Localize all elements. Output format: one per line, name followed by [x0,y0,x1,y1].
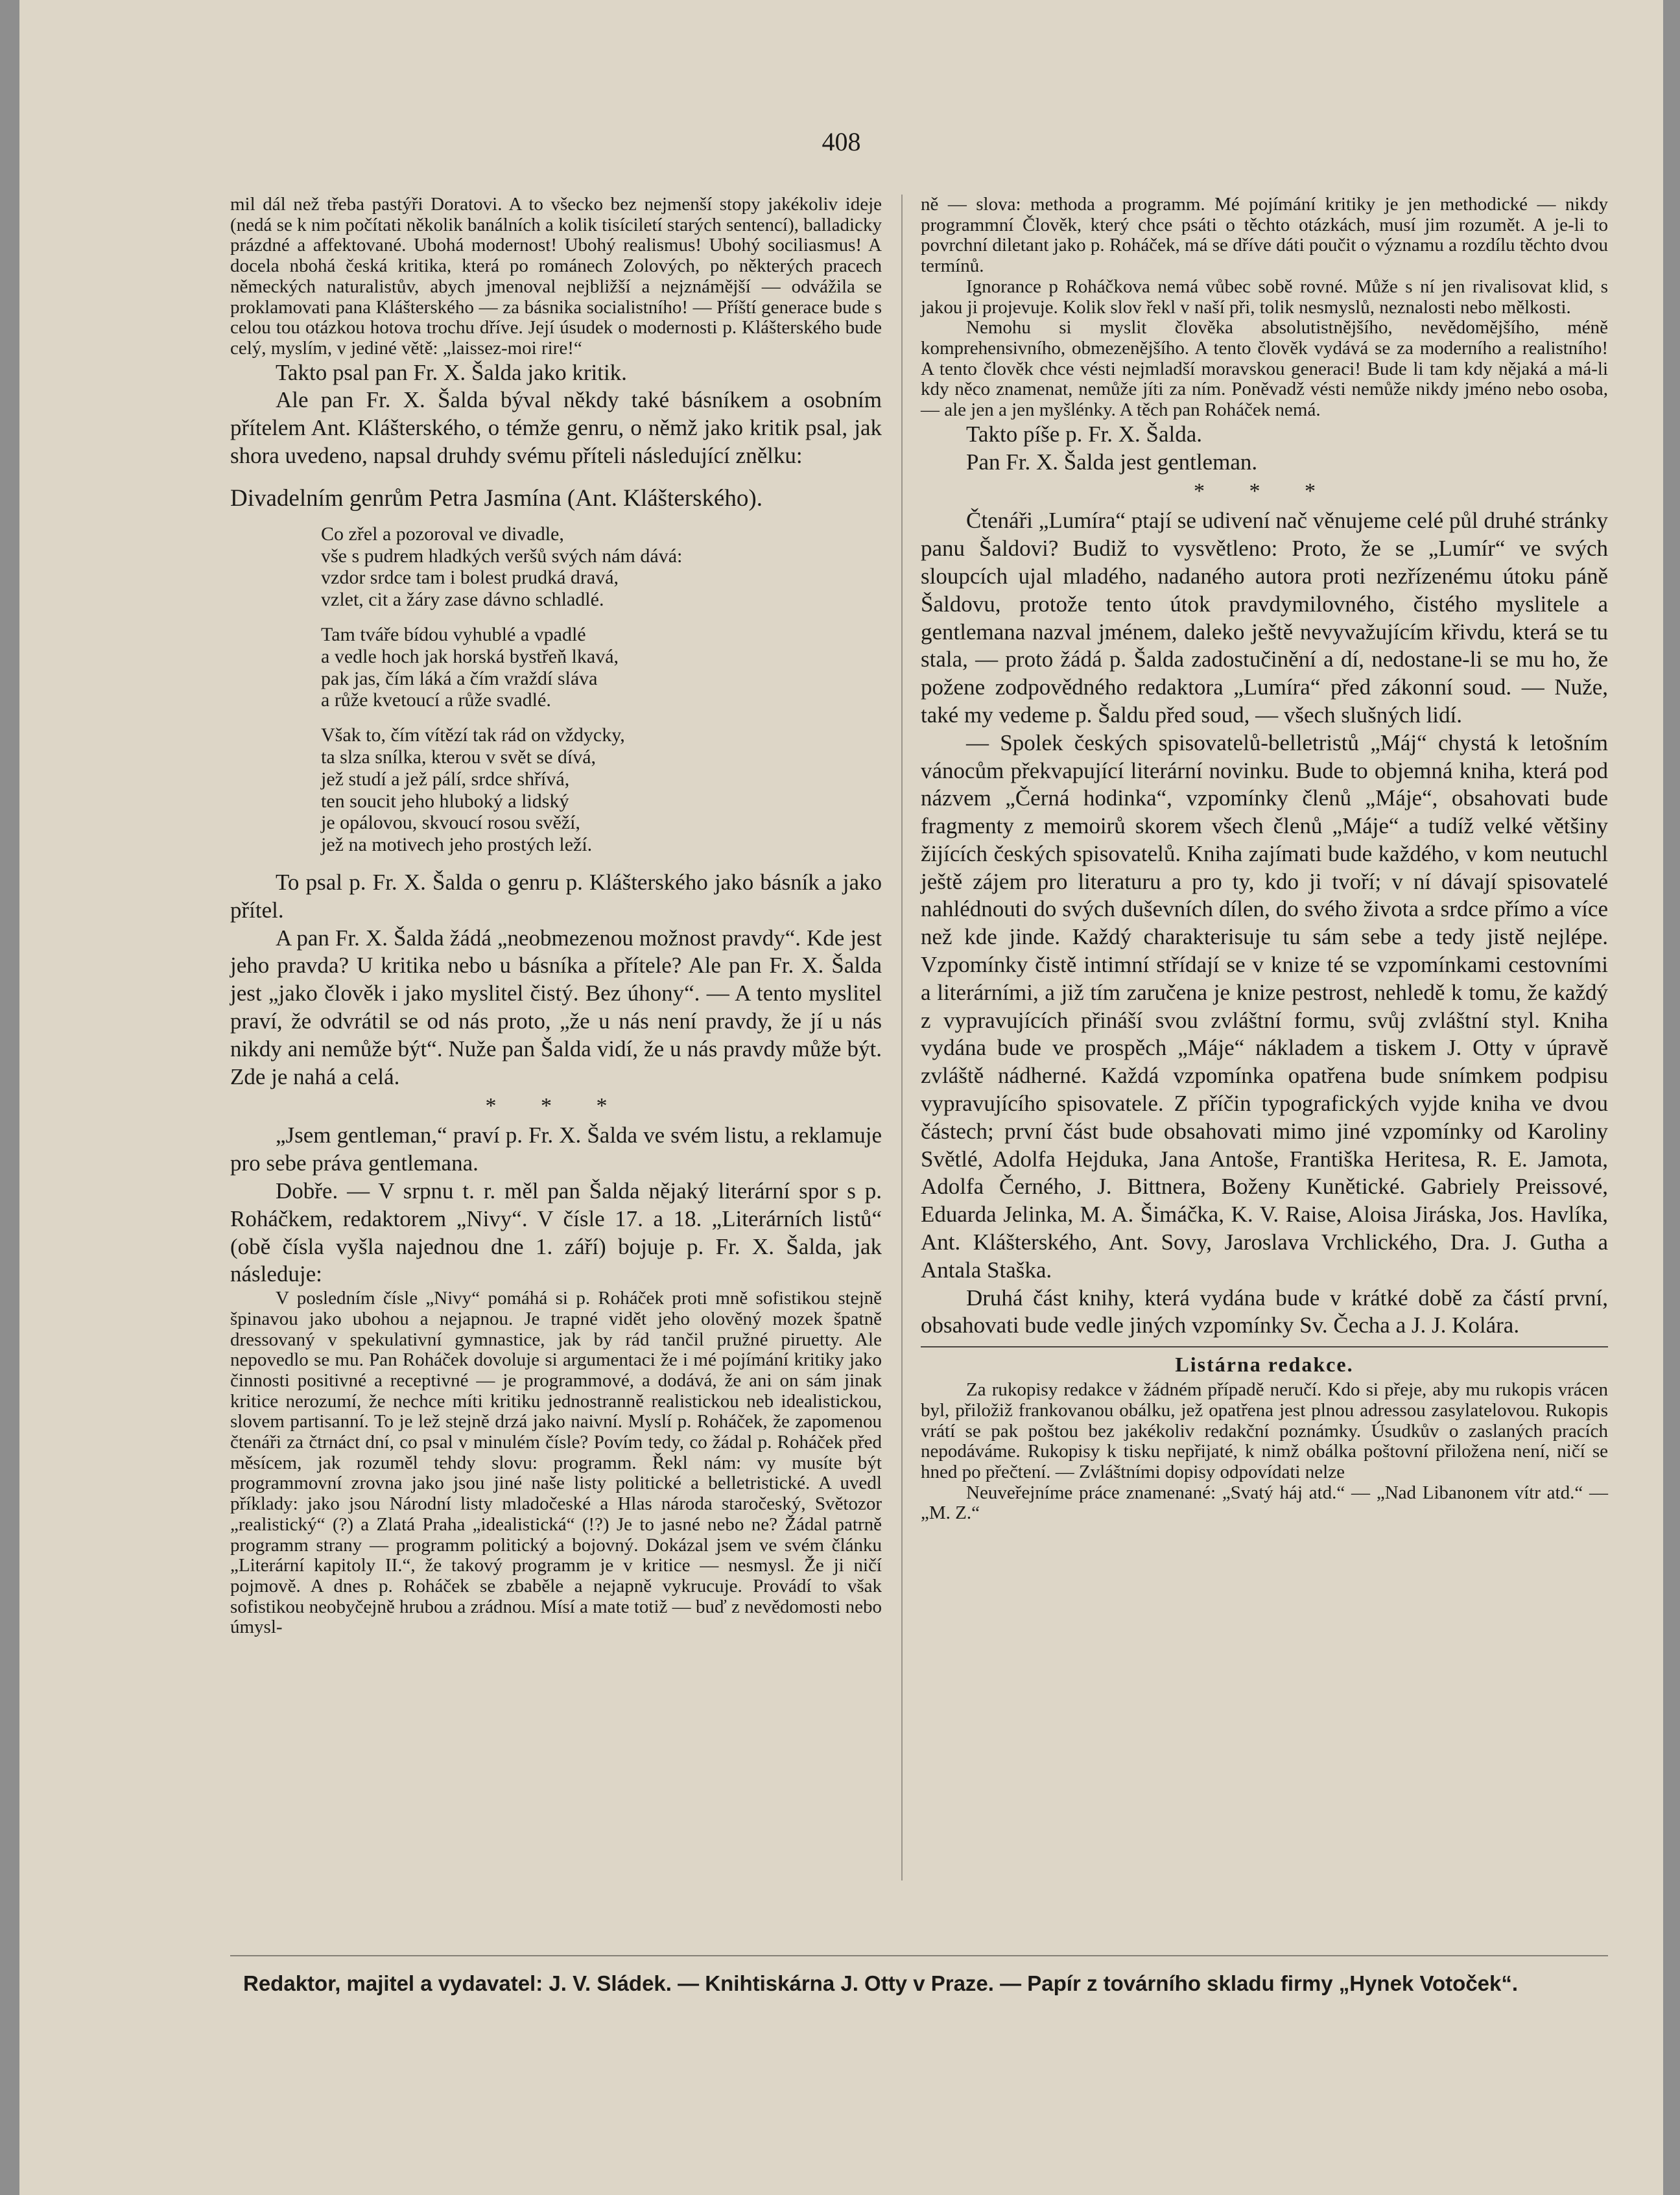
page [19,0,1663,2195]
paragraph: „Jsem gentleman,“ praví p. Fr. X. Šalda ve svém listu, a reklamuje pro sebe práva gentlemana. [230,1122,882,1176]
quoted-paragraph: ně — slova: methoda a programm. Mé pojímání kritiky je jen methodické — nikdy programmní Člověk, který chce psáti o těchto otázkách, musí jim rozumět. A je-li to povrchní diletant jako p. Roháček, má se dříve dáti poučit o významu a rozdílu těchto dvou termínů. [921,194,1608,277]
poem-line: je opálovou, skvoucí rosou svěží, [321,812,580,834]
poem-stanza-2 [321,624,882,711]
poem [321,523,882,856]
poem-heading: Divadelním genrům Petra Jasmína (Ant. Klášterského). [230,484,763,512]
poem-line: ten soucit jeho hluboký a lidský [321,790,569,812]
poem-stanza-1 [321,523,882,611]
poem-line: jež studí a jež pálí, srdce shřívá, [321,768,570,790]
quoted-paragraph: V posledním čísle „Nivy“ pomáhá si p. Roháček proti mně sofistikou stejně špinavou jako ubohou a nejapnou. Je trapné vidět jeho olověný mozek špatně dressovaný v spekulativní gymnastice, jak by rád tančil pružné piruetty. Ale nepovedlo se mu. Pan Roháček dovoluje si argumentaci že i mé pojímání kritiky jako činnosti positivné a receptivné — je programmové, a dodává, že ani on sám jinak kritice nerozumí, že nechce míti kritiku jednostranně realistickou neb idealistickou, slovem partisanní. To je lež stejně drzá jako naivní. Myslí p. Roháček, že zapomenou čtenáři za čtrnáct dní, co psal v minulém čísle? Povím tedy, co žádal p. Roháček před měsícem, jak rozuměl tehdy slovu: programm. Řekl nám: vy musíte být programmovní zrovna jako jsou jiné naše listy politické a belletristické. A uvedl příklady: jako jsou Národní listy mladočeské a Hlas národa staročeský, Světozor „realistický“ (?) a Zlatá Praha „idealistická“ (!?) Je to jasné nebo ne? Žádal patrně programm strany — programm politický a bojovný. Dokázal jsem ve svém článku „Literární kapitoly II.“, že takový programm je v kritice — nesmysl. Že ji ničí pojmově. A dnes p. Roháček se zbaběle a nejapně vykrucuje. Provádí to však sofistikou neobyčejně hrubou a zrádnou. Mísí a mate totiž — buď z nevědomosti nebo úmysl- [230,1288,882,1638]
poem-line: ta slza snílka, kterou v svět se dívá, [321,746,597,768]
poem-line: vzdor srdce tam i bolest prudká dravá, [321,567,619,589]
poem-line: jež na motivech jeho prostých leží. [321,834,593,856]
paragraph: Pan Fr. X. Šalda jest gentleman. [966,449,1258,475]
paragraph: Ale pan Fr. X. Šalda býval někdy také básníkem a osobním přítelem Ant. Klášterského, o témže genru, o němž jako kritik psal, jak shora uvedeno, napsal druhdy svému příteli následující znělku: [230,387,882,469]
notice-paragraph: Za rukopisy redakce v žádném případě neručí. Kdo si přeje, aby mu rukopis vrácen byl, přiložiž frankovanou obálku, jež opatřena jest plnou adressou zasylatelovou. Rukopis vrátí se pak poštou bez jakékoliv redakční poznámky. Úsudkův o zaslaných pracích nepodáváme. Rukopisy k tisku nepřijaté, k nimž obálka poštovní přiložena není, ničí se hned po přečtení. — Zvláštními dopisy odpovídati nelze [921,1379,1608,1483]
poem-line: pak jas, čím láká a čím vraždí sláva [321,667,598,689]
left-column [230,195,882,1638]
footer-rule [230,1955,1608,1956]
paragraph: mil dál než třeba pastýři Doratovi. A to všecko bez nejmenší stopy jakékoliv ideje (nedá se k nim počítati několik banálních a kolik tisíciletí starých sentencí), balladicky prázdné a affektované. Ubohá modernost! Ubohý realismus! Ubohý sociliasmus! A docela nbohá česká kritika, která po románech Zolových, po některých pracech německých naturalistův, abych jmenoval nejbližší a nejznámější — odvážila se proklamovati pana Klášterského — za básnika socialistního! — Příští generace bude s celou tou otázkou hotova trochu dříve. Její úsudek o modernosti p. Klášterského bude celý, myslím, v jediné větě: „laissez-moi rire!“ [230,194,882,359]
notice-paragraph: Neuveřejníme práce znamenané: „Svatý háj atd.“ — „Nad Libanonem vítr atd.“ — „M. Z.“ [921,1482,1608,1524]
poem-line: a vedle hoch jak horská bystřeň lkavá, [321,645,619,667]
section-separator: * * * [1194,479,1335,504]
section-heading: Listárna redakce. [921,1346,1608,1376]
right-column [921,195,1608,1524]
poem-stanza-3 [321,724,882,856]
page-number: 408 [822,127,861,156]
poem-line: vzlet, cit a žáry zase dávno schladlé. [321,589,604,611]
paragraph: Druhá část knihy, která vydána bude v krátké době za částí první, obsahovati bude vedle jiných vzpomínky Sv. Čecha a J. J. Kolára. [921,1285,1608,1338]
poem-line: Však to, čím vítězí tak rád on vždycky, [321,724,625,746]
quoted-paragraph: Nemohu si myslit člověka absolutistnějšího, nevědomějšího, méně komprehensivního, obmezenějšího. A tento člověk vydává se za moderního a realistního! A tento člověk chce vésti nejmladší moravskou generaci! Bude li tam kdy nějaká a má-li kdy něco znamenat, nemůže jíti za ním. Poněvadž vésti nemůže nikdy jméno nebo osoba, — ale jen a jen myšlénky. A těch pan Roháček nemá. [921,317,1608,421]
imprint-footer: Redaktor, majitel a vydavatel: J. V. Sládek. — Knihtiskárna J. Otty v Praze. — Papír z továrního skladu firmy „Hynek Votoček“. [243,1971,1519,1995]
column-divider [901,195,903,1881]
paragraph: — Spolek českých spisovatelů-belletristů „Máj“ chystá k letošním vánocům překvapující literární novinku. Bude to objemná kniha, která pod názvem „Černá hodinka“, vzpomínky členů „Máje“, obsahovati bude fragmenty z memoirů skorem všech členů „Máje“ a tudíž velké většiny žijících českých spisovatelů. Kniha zajímati bude každého, v kom neutuchl ještě zájem pro literaturu a pro ty, kdo ji tvoří; v ní dávají spisovatelé nahlédnouti do svých duševních dílen, do svého života a srdce přímo a více než kde jinde. Každý charakterisuje tu sám sebe a tedy jistě nejlépe. Vzpomínky čistě intimní střídají se v knize té se vzpomínkami cestovními a literárními, a již tím zaručena je knize pestrost, nehledě k tomu, že každý z vypravujících přináší svou zvláštní formu, svůj zvláštní styl. Kniha vydána bude ve prospěch „Máje“ nákladem a tiskem J. Otty v úpravě zvláště nádherné. Každá vzpomínka opatřena bude snímkem podpisu vypravujícího spisovatele. Z příčin typografických vyjde kniha ve dvou částech; první část bude obsahovati mimo jiné vzpomínky od Karoliny Světlé, Adolfa Hejduka, Jana Antoše, Františka Heritesa, R. E. Jamota, Adolfa Černého, J. Bittnera, Boženy Kunětické. Gabriely Preissové, Eduarda Jelinka, M. A. Šimáčka, K. V. Raise, Aloisa Jiráska, Jos. Havlíka, Ant. Klášterského, Ant. Sovy, Jaroslava Vrchlického, Dra. J. Gutha a Antala Staška. [921,730,1608,1283]
poem-line: Co zřel a pozoroval ve divadle, [321,523,564,545]
paragraph: Takto psal pan Fr. X. Šalda jako kritik. [276,359,627,385]
poem-line: a růže kvetoucí a růže svadlé. [321,689,551,711]
poem-line: vše s pudrem hladkých veršů svých nám dává: [321,545,683,567]
poem-line: Tam tváře bídou vyhublé a vpadlé [321,624,586,645]
paragraph: Čtenáři „Lumíra“ ptají se udivení nač věnujeme celé půl druhé stránky panu Šaldovi? Budiž to vysvětleno: Proto, že se „Lumír“ ve svých sloupcích ujal mladého, nadaného autora proti nezřízenému útoku páně Šaldovu, protože tento útok pravdymilovného, čistého myslitele a gentlemana nazval jménem, daleko ještě nevyvažujícím křivdu, která se tu stala, — proto žádá p. Šalda zadostučinění a dí, nedostane-li se mu ho, že požene zodpovědného redaktora „Lumíra“ před zákonní soud. — Nuže, také my vedeme p. Šaldu před soud, — všech slušných lidí. [921,508,1608,728]
quoted-paragraph: Ignorance p Roháčkova nemá vůbec sobě rovné. Může s ní jen rivalisovat klid, s jakou ji projevuje. Kolik slov řekl v naší při, tolik nesmyslů, neznalosti nebo mělkosti. [921,276,1608,318]
paragraph: A pan Fr. X. Šalda žádá „neobmezenou možnost pravdy“. Kde jest jeho pravda? U kritika nebo u básníka a přítele? Ale pan Fr. X. Šalda jest „jako člověk i jako myslitel čistý. Bez úhony“. — A tento myslitel praví, že odvrátil se od nás proto, „že u nás není pravdy, že jí u nás nikdy ani nemůže být“. Nuže pan Šalda vidí, že u nás pravdy může být. Zde je nahá a celá. [230,925,882,1089]
section-separator: * * * [485,1094,627,1119]
paragraph: Dobře. — V srpnu t. r. měl pan Šalda nějaký literární spor s p. Roháčkem, redaktorem „Nivy“. V čísle 17. a 18. „Literárních listů“ (obě čísla vyšla najednou dne 1. září) bojuje p. Fr. X. Šalda, jak následuje: [230,1178,882,1287]
paragraph: Takto píše p. Fr. X. Šalda. [966,421,1203,447]
paragraph: To psal p. Fr. X. Šalda o genru p. Klášterského jako básník a jako přítel. [230,869,882,923]
